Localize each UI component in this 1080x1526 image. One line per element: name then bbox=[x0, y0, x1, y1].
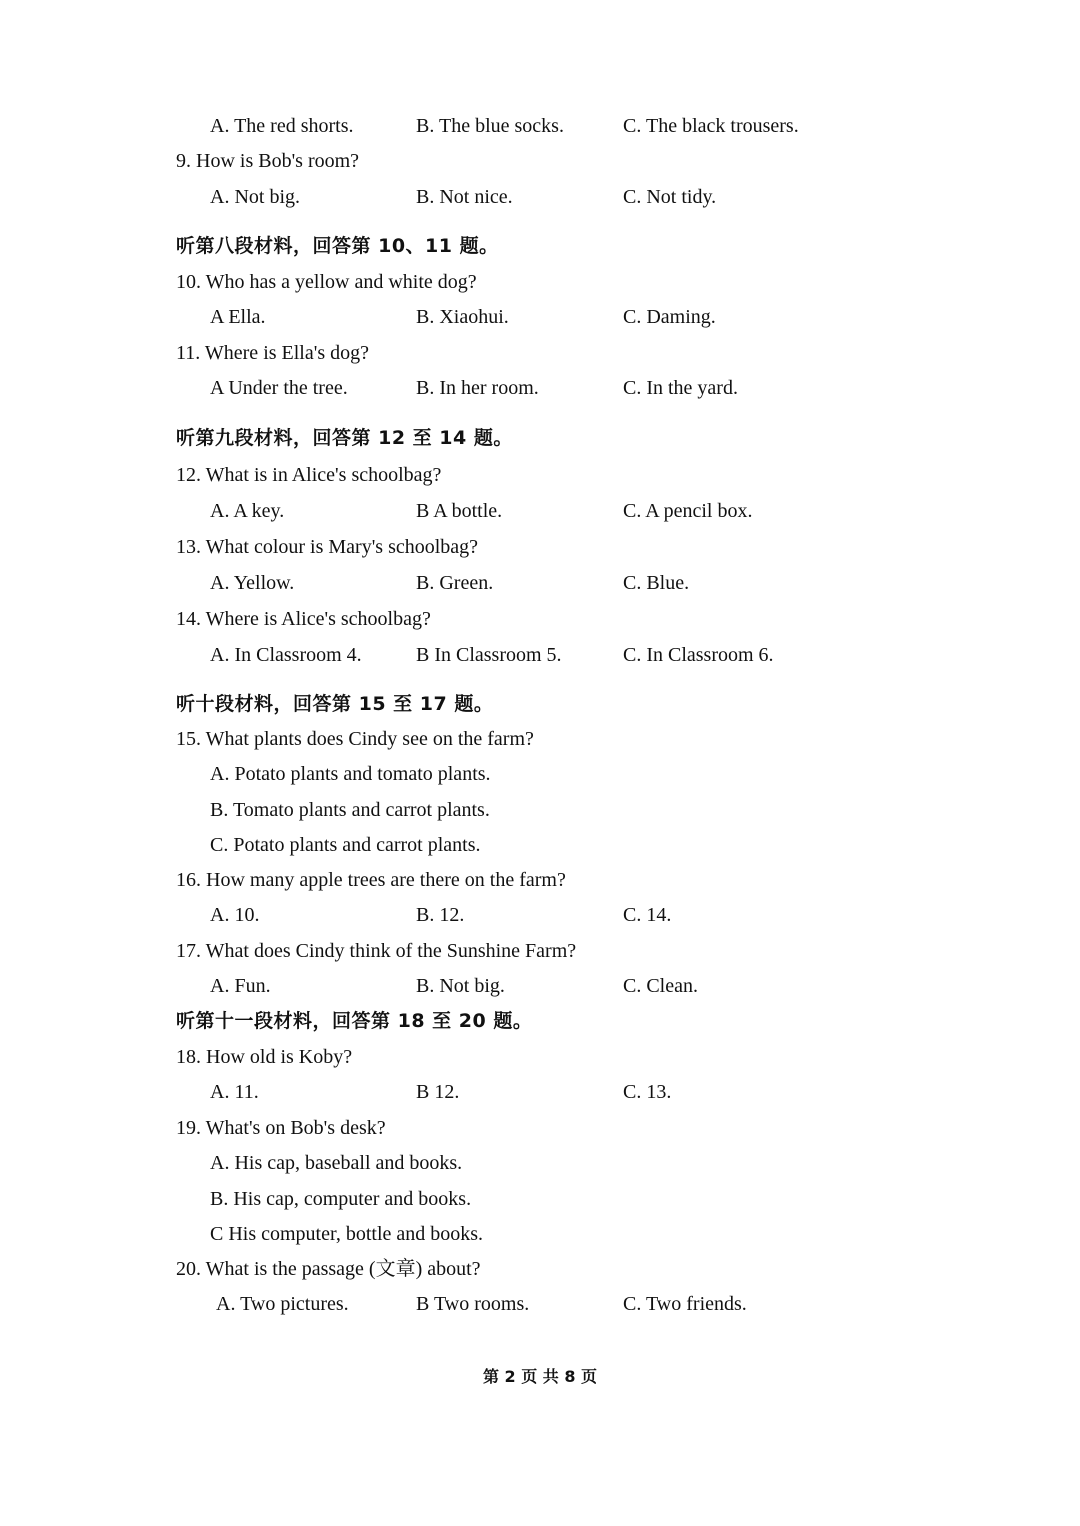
q12-option-a: A. A key. bbox=[210, 500, 285, 522]
q11-question: 11. Where is Ella's dog? bbox=[176, 342, 369, 364]
q12-option-b: B A bottle. bbox=[416, 500, 503, 522]
q9-question: 9. How is Bob's room? bbox=[176, 150, 360, 172]
q12-option-c: C. A pencil box. bbox=[623, 500, 753, 522]
q10-option-c: C. Daming. bbox=[623, 306, 716, 328]
q17-question: 17. What does Cindy think of the Sunshine Farm? bbox=[176, 940, 577, 962]
q8-option-b: B. The blue socks. bbox=[416, 115, 564, 137]
q17-option-b: B. Not big. bbox=[416, 975, 505, 997]
q12-question: 12. What is in Alice's schoolbag? bbox=[176, 464, 442, 486]
q9-option-b: B. Not nice. bbox=[416, 186, 513, 208]
q11-option-a: A Under the tree. bbox=[210, 377, 348, 399]
q16-option-a: A. 10. bbox=[210, 904, 260, 926]
q13-option-c: C. Blue. bbox=[623, 572, 690, 594]
q13-option-a: A. Yellow. bbox=[210, 572, 295, 594]
q11-option-c: C. In the yard. bbox=[623, 377, 738, 399]
q20-option-a: A. Two pictures. bbox=[216, 1293, 349, 1315]
q9-option-c: C. Not tidy. bbox=[623, 186, 717, 208]
q15-option-a: A. Potato plants and tomato plants. bbox=[210, 763, 491, 785]
q18-option-c: C. 13. bbox=[623, 1081, 672, 1103]
q16-option-b: B. 12. bbox=[416, 904, 465, 926]
q19-question: 19. What's on Bob's desk? bbox=[176, 1117, 386, 1139]
q17-option-c: C. Clean. bbox=[623, 975, 698, 997]
q9-option-a: A. Not big. bbox=[210, 186, 300, 208]
q16-question: 16. How many apple trees are there on the farm? bbox=[176, 869, 566, 891]
q15-question: 15. What plants does Cindy see on the farm? bbox=[176, 728, 534, 750]
q20-option-c: C. Two friends. bbox=[623, 1293, 747, 1315]
q19-option-a: A. His cap, baseball and books. bbox=[210, 1152, 463, 1174]
q15-option-b: B. Tomato plants and carrot plants. bbox=[210, 799, 490, 821]
page-number-footer: 第 2 页 共 8 页 bbox=[482, 1367, 598, 1386]
q14-option-c: C. In Classroom 6. bbox=[623, 644, 774, 666]
q13-question: 13. What colour is Mary's schoolbag? bbox=[176, 536, 479, 558]
q10-question: 10. Who has a yellow and white dog? bbox=[176, 271, 477, 293]
section-9-heading: 听第九段材料，回答第 12 至 14 题。 bbox=[176, 427, 513, 449]
section-10-heading: 听十段材料，回答第 15 至 17 题。 bbox=[176, 693, 494, 715]
q20-option-b: B Two rooms. bbox=[416, 1293, 530, 1315]
section-8-heading: 听第八段材料，回答第 10、11 题。 bbox=[176, 235, 499, 257]
q20-question: 20. What is the passage (文章) about? bbox=[176, 1258, 481, 1280]
q19-option-c: C His computer, bottle and books. bbox=[210, 1223, 484, 1245]
q14-option-b: B In Classroom 5. bbox=[416, 644, 562, 666]
q14-option-a: A. In Classroom 4. bbox=[210, 644, 362, 666]
section-11-heading: 听第十一段材料，回答第 18 至 20 题。 bbox=[176, 1010, 533, 1032]
q19-option-b: B. His cap, computer and books. bbox=[210, 1188, 472, 1210]
q8-option-a: A. The red shorts. bbox=[210, 115, 354, 137]
q17-option-a: A. Fun. bbox=[210, 975, 271, 997]
q18-option-b: B 12. bbox=[416, 1081, 460, 1103]
q8-option-c: C. The black trousers. bbox=[623, 115, 799, 137]
q18-option-a: A. 11. bbox=[210, 1081, 259, 1103]
q15-option-c: C. Potato plants and carrot plants. bbox=[210, 834, 481, 856]
q11-option-b: B. In her room. bbox=[416, 377, 539, 399]
q18-question: 18. How old is Koby? bbox=[176, 1046, 353, 1068]
q13-option-b: B. Green. bbox=[416, 572, 494, 594]
q10-option-a: A Ella. bbox=[210, 306, 266, 328]
q16-option-c: C. 14. bbox=[623, 904, 672, 926]
q14-question: 14. Where is Alice's schoolbag? bbox=[176, 608, 431, 630]
q10-option-b: B. Xiaohui. bbox=[416, 306, 509, 328]
